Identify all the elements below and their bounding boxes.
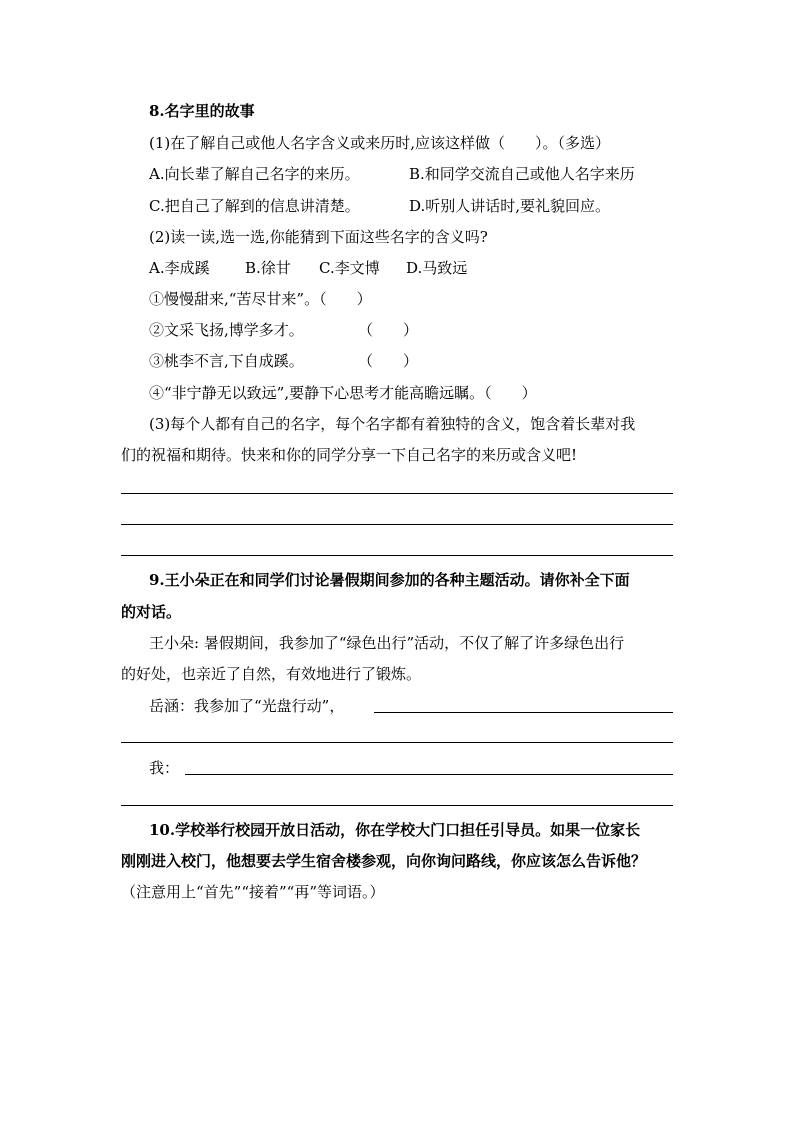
q8-title: 8.名字里的故事 bbox=[149, 102, 255, 120]
q8-meaning-3-answer[interactable]: （ ） bbox=[358, 352, 419, 370]
q9-me-prompt: 我： bbox=[149, 759, 180, 777]
answer-line[interactable] bbox=[121, 555, 673, 556]
q8-name-b: B.徐甘 bbox=[245, 259, 291, 277]
q9-wang-line1: 王小朵: 暑假期间，我参加了“绿色出行”活动，不仅了解了许多绿色出行 bbox=[149, 634, 625, 652]
q10-note: （注意用上“首先”“接着”“再”等词语。） bbox=[121, 883, 385, 901]
q8-part3-line1: (3)每个人都有自己的名字，每个名字都有着独特的含义，饱含着长辈对我 bbox=[149, 415, 636, 433]
q8-option-c: C.把自己了解到的信息讲清楚。 bbox=[149, 197, 360, 215]
q8-meaning-1: ①慢慢甜来,“苦尽甘来”。（ ） bbox=[149, 290, 372, 308]
q8-option-d: D.听别人讲话时,要礼貌回应。 bbox=[409, 197, 611, 215]
q8-meaning-2-answer[interactable]: （ ） bbox=[358, 321, 419, 339]
answer-line[interactable] bbox=[121, 524, 673, 525]
q9-me-answer-line[interactable] bbox=[185, 774, 673, 775]
q8-part3-line2: 们的祝福和期待。快来和你的同学分享一下自己名字的来历或含义吧! bbox=[121, 446, 578, 464]
q8-meaning-3: ③桃李不言,下自成蹊。 bbox=[149, 352, 304, 370]
q8-option-a: A.向长辈了解自己名字的来历。 bbox=[149, 165, 360, 183]
q8-name-c: C.李文博 bbox=[319, 259, 380, 277]
q8-name-d: D.马致远 bbox=[406, 259, 468, 277]
q8-meaning-2: ②文采飞扬,博学多才。 bbox=[149, 321, 304, 339]
q8-name-a: A.李成蹊 bbox=[149, 259, 210, 277]
q9-title-line2: 的对话。 bbox=[121, 603, 182, 621]
answer-line[interactable] bbox=[121, 493, 673, 494]
q8-option-b: B.和同学交流自己或他人名字来历 bbox=[409, 165, 635, 183]
answer-line[interactable] bbox=[121, 742, 673, 743]
q9-yue-answer-line[interactable] bbox=[374, 712, 673, 713]
q10-title-line2: 刚刚进入校门，他想要去学生宿舍楼参观，向你询问路线，你应该怎么告诉他？ bbox=[121, 852, 647, 870]
q8-part2-stem: (2)读一读,选一选,你能猜到下面这些名字的含义吗? bbox=[149, 228, 488, 246]
q10-title-line1: 10.学校举行校园开放日活动，你在学校大门口担任引导员。如果一位家长 bbox=[149, 821, 641, 839]
q9-title-line1: 9.王小朵正在和同学们讨论暑假期间参加的各种主题活动。请你补全下面 bbox=[149, 571, 630, 589]
answer-line[interactable] bbox=[121, 805, 673, 806]
q9-wang-line2: 的好处，也亲近了自然，有效地进行了锻炼。 bbox=[121, 665, 422, 683]
q8-part1-stem: (1)在了解自己或他人名字含义或来历时,应该这样做（ ）。（多选） bbox=[149, 134, 611, 152]
q9-yue-prompt: 岳涵：我参加了“光盘行动”， bbox=[149, 697, 345, 715]
q8-meaning-4: ④“非宁静无以致远”,要静下心思考才能高瞻远瞩。（ ） bbox=[149, 384, 537, 402]
